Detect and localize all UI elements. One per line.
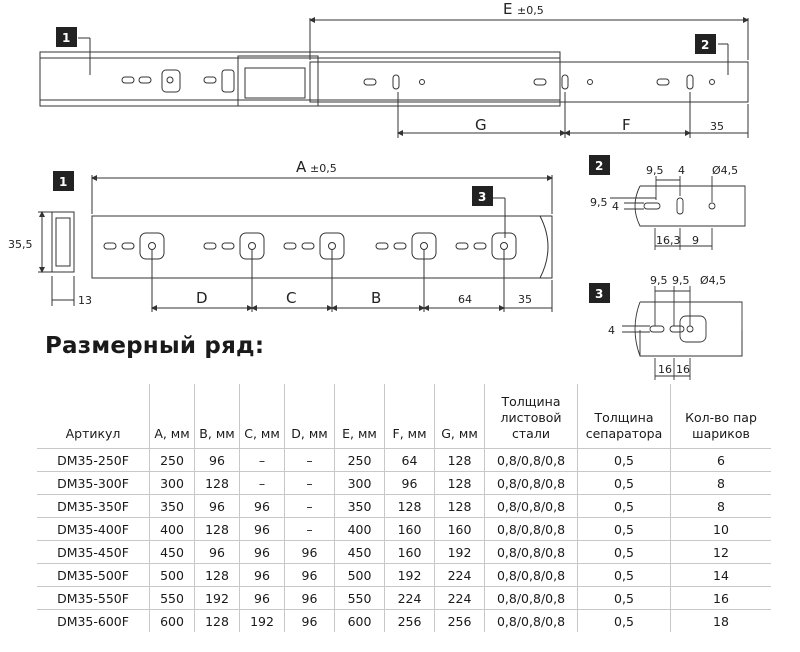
table-cell: 96: [240, 587, 285, 610]
table-cell: DM35-600F: [37, 610, 150, 633]
table-cell: 96: [240, 564, 285, 587]
table-cell: 256: [435, 610, 485, 633]
table-cell: 550: [150, 587, 195, 610]
table-cell: –: [240, 472, 285, 495]
table-cell: 0,5: [578, 518, 671, 541]
table-cell: 64: [385, 449, 435, 472]
d2-dim-4-top: 4: [678, 164, 685, 177]
table-cell: 128: [435, 472, 485, 495]
table-cell: 300: [335, 472, 385, 495]
header-g: G, мм: [435, 384, 485, 449]
header-f: F, мм: [385, 384, 435, 449]
d3-dim-16-a: 16: [658, 363, 672, 376]
table-cell: DM35-300F: [37, 472, 150, 495]
table-cell: 0,5: [578, 541, 671, 564]
table-cell: 224: [435, 564, 485, 587]
table-cell: –: [285, 472, 335, 495]
table-cell: 96: [285, 610, 335, 633]
table-cell: 0,5: [578, 587, 671, 610]
table-row: [37, 449, 771, 472]
table-cell: 250: [335, 449, 385, 472]
header-separator-thickness: Толщина сепаратора: [578, 384, 671, 449]
header-a: A, мм: [150, 384, 195, 449]
table-cell: 0,8/0,8/0,8: [485, 495, 578, 518]
table-cell: 0,8/0,8/0,8: [485, 564, 578, 587]
dim-64-label: 64: [458, 293, 472, 306]
table-cell: 250: [150, 449, 195, 472]
size-range-title: Размерный ряд:: [45, 333, 265, 359]
header-article: Артикул: [37, 384, 150, 449]
dim-a-label: A: [296, 158, 307, 176]
table-cell: 550: [335, 587, 385, 610]
dim-13-label: 13: [78, 294, 92, 307]
table-cell: DM35-400F: [37, 518, 150, 541]
table-cell: 350: [335, 495, 385, 518]
spec-table-body: [37, 449, 771, 633]
table-cell: 400: [150, 518, 195, 541]
table-cell: 128: [435, 495, 485, 518]
table-cell: 160: [385, 518, 435, 541]
table-cell: 0,8/0,8/0,8: [485, 587, 578, 610]
table-cell: 96: [240, 495, 285, 518]
svg-text:1: 1: [62, 31, 71, 45]
table-cell: 400: [335, 518, 385, 541]
table-cell: 18: [671, 610, 772, 633]
d2-dim-9-5-left: 9,5: [590, 196, 608, 209]
table-cell: 96: [195, 495, 240, 518]
d2-dim-4-left: 4: [612, 200, 619, 213]
table-cell: 96: [195, 449, 240, 472]
d2-dim-16-3: 16,3: [656, 234, 681, 247]
table-cell: 96: [385, 472, 435, 495]
table-cell: 16: [671, 587, 772, 610]
table-cell: 0,5: [578, 495, 671, 518]
dim-e-label: E: [503, 0, 513, 18]
header-e: E, мм: [335, 384, 385, 449]
table-cell: 12: [671, 541, 772, 564]
dim-c-label: C: [286, 289, 297, 307]
table-cell: 192: [435, 541, 485, 564]
table-cell: 256: [385, 610, 435, 633]
table-cell: –: [285, 518, 335, 541]
header-c: C, мм: [240, 384, 285, 449]
table-cell: 96: [285, 541, 335, 564]
table-cell: –: [240, 449, 285, 472]
dim-35-side: 35: [518, 293, 532, 306]
table-cell: DM35-450F: [37, 541, 150, 564]
svg-text:2: 2: [701, 38, 710, 52]
table-cell: 192: [385, 564, 435, 587]
table-cell: 160: [435, 518, 485, 541]
table-cell: 128: [195, 472, 240, 495]
table-cell: 8: [671, 495, 772, 518]
d2-dim-hole: Ø4,5: [712, 164, 739, 177]
svg-text:1: 1: [59, 175, 68, 189]
table-cell: 600: [150, 610, 195, 633]
d2-dim-9: 9: [692, 234, 699, 247]
table-row: [37, 495, 771, 518]
table-cell: DM35-550F: [37, 587, 150, 610]
table-cell: 0,8/0,8/0,8: [485, 472, 578, 495]
table-cell: 0,5: [578, 564, 671, 587]
spec-table: [37, 384, 771, 632]
table-cell: 500: [150, 564, 195, 587]
svg-text:3: 3: [478, 190, 487, 204]
table-cell: 224: [435, 587, 485, 610]
table-cell: 450: [150, 541, 195, 564]
table-cell: 0,8/0,8/0,8: [485, 449, 578, 472]
table-cell: 600: [335, 610, 385, 633]
table-cell: 8: [671, 472, 772, 495]
table-cell: 224: [385, 587, 435, 610]
table-cell: 0,8/0,8/0,8: [485, 518, 578, 541]
table-cell: DM35-350F: [37, 495, 150, 518]
svg-text:2: 2: [595, 159, 604, 173]
table-cell: 96: [240, 518, 285, 541]
table-cell: 10: [671, 518, 772, 541]
table-row: [37, 610, 771, 633]
spec-table-header: [37, 384, 771, 449]
table-row: [37, 541, 771, 564]
table-cell: DM35-500F: [37, 564, 150, 587]
table-cell: 0,8/0,8/0,8: [485, 610, 578, 633]
table-cell: 96: [285, 564, 335, 587]
d3-dim-9-5-b: 9,5: [672, 274, 690, 287]
table-cell: 192: [240, 610, 285, 633]
table-cell: DM35-250F: [37, 449, 150, 472]
table-cell: –: [285, 495, 335, 518]
dim-e-tolerance: ±0,5: [517, 4, 544, 17]
table-cell: 128: [435, 449, 485, 472]
table-row: [37, 564, 771, 587]
header-b: B, мм: [195, 384, 240, 449]
table-cell: 96: [240, 541, 285, 564]
table-cell: 160: [385, 541, 435, 564]
header-steel-thickness: Толщина листовой стали: [485, 384, 578, 449]
marker-3-detail: [589, 283, 610, 303]
table-cell: 96: [195, 541, 240, 564]
d3-dim-hole: Ø4,5: [700, 274, 727, 287]
dim-d-label: D: [196, 289, 208, 307]
table-cell: 6: [671, 449, 772, 472]
header-ball-pairs: Кол-во пар шариков: [685, 410, 757, 441]
table-cell: 450: [335, 541, 385, 564]
table-cell: 128: [195, 610, 240, 633]
table-cell: 192: [195, 587, 240, 610]
dim-35-5-label: 35,5: [8, 238, 33, 251]
d3-dim-9-5-a: 9,5: [650, 274, 668, 287]
table-cell: 128: [195, 564, 240, 587]
table-cell: 14: [671, 564, 772, 587]
dim-f-label: F: [622, 116, 631, 134]
dim-a-tolerance: ±0,5: [310, 162, 337, 175]
table-cell: 0,5: [578, 610, 671, 633]
table-cell: –: [285, 449, 335, 472]
table-cell: 128: [195, 518, 240, 541]
table-row: [37, 472, 771, 495]
table-cell: 0,5: [578, 449, 671, 472]
table-cell: 350: [150, 495, 195, 518]
table-cell: 0,5: [578, 472, 671, 495]
table-row: [37, 518, 771, 541]
dim-35-top: 35: [710, 120, 724, 133]
table-cell: 96: [285, 587, 335, 610]
table-row: [37, 587, 771, 610]
d3-dim-16-b: 16: [676, 363, 690, 376]
d2-dim-9-5-top: 9,5: [646, 164, 664, 177]
dim-b-label: B: [371, 289, 382, 307]
dim-g-label: G: [475, 116, 487, 134]
d3-dim-4: 4: [608, 324, 615, 337]
table-cell: 0,8/0,8/0,8: [485, 541, 578, 564]
header-d: D, мм: [285, 384, 335, 449]
table-cell: 128: [385, 495, 435, 518]
svg-text:3: 3: [595, 287, 604, 301]
table-cell: 500: [335, 564, 385, 587]
table-cell: 300: [150, 472, 195, 495]
